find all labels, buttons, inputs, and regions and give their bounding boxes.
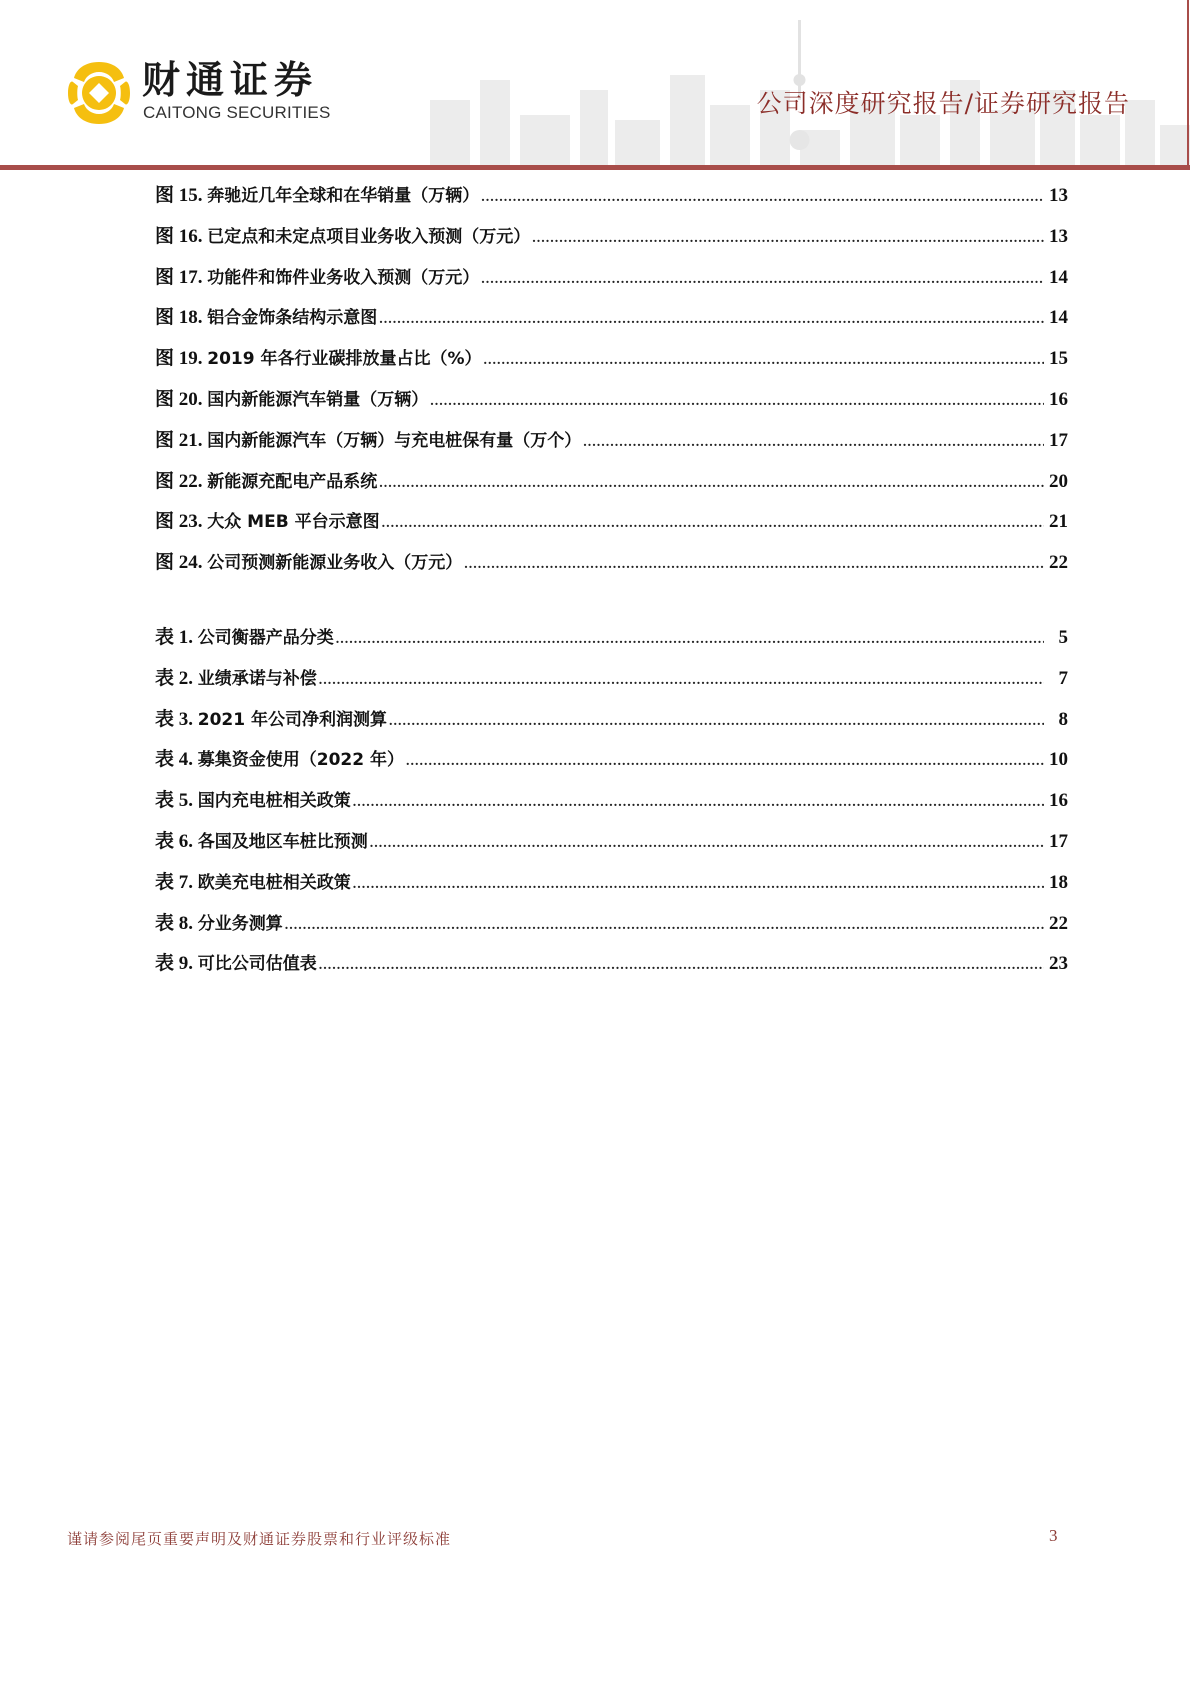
toc-page-number: 14 [1049, 307, 1068, 329]
toc-page-number: 14 [1049, 266, 1068, 288]
dot-leader [353, 871, 1044, 899]
section-spacer [155, 590, 1068, 624]
dot-leader [285, 912, 1044, 940]
toc-page-number: 18 [1049, 871, 1068, 893]
toc-entry-figure-17[interactable] [155, 264, 1068, 305]
toc-page-number: 10 [1049, 749, 1068, 771]
dot-leader [406, 748, 1044, 776]
toc-page-number: 15 [1049, 348, 1068, 370]
tables-list [155, 624, 1068, 991]
toc-entry-figure-24[interactable] [155, 549, 1068, 590]
toc-page-number: 13 [1049, 225, 1068, 247]
toc-entry-table-3[interactable] [155, 706, 1068, 747]
toc-prefix: 表 4. [155, 749, 194, 771]
toc-page-number: 23 [1049, 953, 1068, 975]
footer-disclaimer: 谨请参阅尾页重要声明及财通证券股票和行业评级标准 [67, 1530, 452, 1548]
toc-page-number: 17 [1049, 429, 1068, 451]
toc-entry-table-8[interactable] [155, 910, 1068, 951]
dot-leader [464, 551, 1044, 579]
dot-leader [382, 510, 1044, 538]
dot-leader [430, 388, 1044, 416]
toc-prefix: 表 3. [155, 708, 194, 730]
toc-prefix: 表 5. [155, 790, 194, 812]
toc-title: 大众 MEB 平台示意图 [207, 512, 380, 533]
toc-title: 功能件和饰件业务收入预测（万元） [207, 267, 480, 288]
toc-entry-figure-16[interactable] [155, 223, 1068, 264]
toc-title: 公司衡器产品分类 [197, 627, 334, 648]
toc-entry-table-4[interactable] [155, 746, 1068, 787]
toc-page-number: 22 [1049, 552, 1068, 574]
toc-entry-table-1[interactable] [155, 624, 1068, 665]
dot-leader [319, 667, 1044, 695]
brand-name-english: CAITONG SECURITIES [143, 103, 331, 122]
toc-page-number: 17 [1049, 830, 1068, 852]
toc-prefix: 表 2. [155, 667, 194, 689]
dot-leader [481, 266, 1044, 294]
toc-title: 国内新能源汽车销量（万辆） [207, 389, 429, 410]
toc-prefix: 图 15. [155, 185, 203, 206]
toc-entry-figure-15[interactable] [155, 182, 1068, 223]
toc-page-number: 16 [1049, 388, 1068, 410]
caitong-logo-icon [66, 60, 132, 126]
toc-title: 2021 年公司净利润测算 [197, 709, 387, 730]
toc-page-number: 16 [1049, 790, 1068, 812]
dot-leader [353, 789, 1044, 817]
toc-entry-table-7[interactable] [155, 869, 1068, 910]
figures-list [155, 182, 1068, 590]
dot-leader [319, 952, 1044, 980]
header-divider [0, 165, 1190, 170]
dot-leader [484, 347, 1044, 375]
header-right-border [1187, 0, 1189, 170]
dot-leader [583, 429, 1044, 457]
brand-name-chinese: 财通证券 [142, 58, 319, 102]
dot-leader [336, 626, 1044, 654]
dot-leader [370, 830, 1044, 858]
toc-prefix: 表 1. [155, 626, 194, 648]
toc-entry-figure-18[interactable] [155, 304, 1068, 345]
toc-prefix: 表 8. [155, 912, 194, 934]
toc-entry-figure-23[interactable] [155, 508, 1068, 549]
toc-title: 募集资金使用（2022 年） [197, 750, 404, 771]
toc-title: 各国及地区车桩比预测 [197, 831, 368, 852]
toc-title: 欧美充电桩相关政策 [197, 872, 351, 893]
toc-page-number: 22 [1049, 912, 1068, 934]
dot-leader [532, 225, 1044, 253]
toc-page-number: 21 [1049, 511, 1068, 533]
toc-title: 已定点和未定点项目业务收入预测（万元） [207, 226, 531, 247]
toc-entry-figure-19[interactable] [155, 345, 1068, 386]
toc-entry-table-9[interactable] [155, 950, 1068, 991]
dot-leader [389, 708, 1044, 736]
toc-prefix: 图 23. [155, 511, 203, 533]
table-of-contents [155, 182, 1068, 991]
dot-leader [379, 306, 1044, 334]
toc-page-number: 20 [1049, 470, 1068, 492]
toc-prefix: 表 7. [155, 871, 194, 893]
footer-page-number: 3 [1049, 1526, 1058, 1545]
toc-page-number: 7 [1058, 667, 1068, 689]
toc-title: 国内新能源汽车（万辆）与充电桩保有量（万个） [207, 430, 582, 451]
toc-entry-figure-22[interactable] [155, 468, 1068, 509]
toc-title: 分业务测算 [197, 913, 283, 934]
toc-entry-table-5[interactable] [155, 787, 1068, 828]
report-type-title: 公司深度研究报告/证券研究报告 [756, 89, 1130, 118]
toc-prefix: 图 18. [155, 307, 203, 329]
toc-prefix: 表 9. [155, 953, 194, 975]
toc-page-number: 5 [1058, 626, 1068, 648]
toc-entry-figure-21[interactable] [155, 427, 1068, 468]
toc-title: 业绩承诺与补偿 [197, 668, 317, 689]
dot-leader [379, 470, 1044, 498]
dot-leader [481, 184, 1044, 212]
toc-title: 可比公司估值表 [197, 954, 317, 975]
toc-page-number: 13 [1049, 185, 1068, 206]
toc-entry-table-2[interactable] [155, 665, 1068, 706]
toc-title: 2019 年各行业碳排放量占比（%） [207, 349, 482, 370]
toc-title: 奔驰近几年全球和在华销量（万辆） [207, 186, 480, 206]
toc-entry-figure-20[interactable] [155, 386, 1068, 427]
toc-prefix: 图 16. [155, 225, 203, 247]
page-header [0, 0, 1190, 172]
toc-prefix: 图 17. [155, 266, 203, 288]
toc-prefix: 图 21. [155, 429, 203, 451]
toc-entry-table-6[interactable] [155, 828, 1068, 869]
toc-prefix: 图 20. [155, 388, 203, 410]
toc-title: 铝合金饰条结构示意图 [207, 308, 378, 329]
toc-prefix: 图 19. [155, 348, 203, 370]
toc-page-number: 8 [1058, 708, 1068, 730]
toc-title: 新能源充配电产品系统 [207, 471, 378, 492]
toc-title: 国内充电桩相关政策 [197, 791, 351, 812]
toc-prefix: 表 6. [155, 830, 194, 852]
toc-prefix: 图 22. [155, 470, 203, 492]
toc-title: 公司预测新能源业务收入（万元） [207, 553, 463, 574]
toc-prefix: 图 24. [155, 552, 203, 574]
